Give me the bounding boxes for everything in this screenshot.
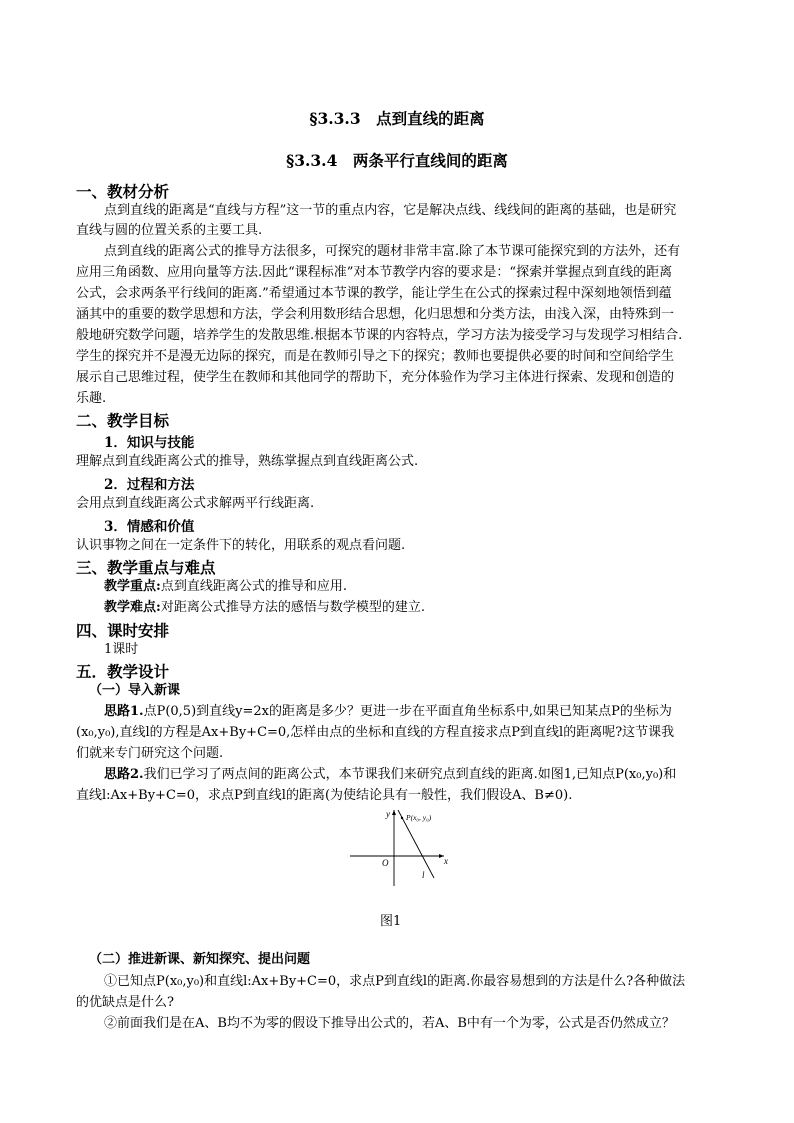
goal-title: 1．知识与技能 xyxy=(104,435,195,451)
point-p-label: P(x₀, y₀) xyxy=(406,813,432,822)
paragraph-line: 乐趣. xyxy=(76,391,107,406)
difficulty-label: 教学难点: xyxy=(104,600,161,615)
difficulty-line xyxy=(104,598,425,617)
goal-title: 3．情感和价值 xyxy=(104,519,195,535)
title-section-3-3-3: §3.3.3 点到直线的距离 xyxy=(309,109,485,128)
question-line: 的优缺点是什么? xyxy=(76,995,174,1010)
key-point-label: 教学重点: xyxy=(104,579,161,594)
paragraph-line: 般地研究数学问题，培养学生的发散思维.根据本节课的内容特点，学习方法为接受学习与发现学习相结合. xyxy=(76,328,683,343)
difficulty-text: 对距离公式推导方法的感悟与数学模型的建立. xyxy=(160,600,425,615)
paragraph-line: 应用三角函数、应用向量等方法.因此“课程标准”对本节教学内容的要求是：“探索并掌握点到直线的距离 xyxy=(76,265,673,280)
figure-coordinate-diagram xyxy=(346,806,450,890)
figure-caption: 图1 xyxy=(380,914,402,929)
schedule-text: 1课时 xyxy=(104,642,139,657)
goal-text: 会用点到直线距离公式求解两平行线距离. xyxy=(76,496,315,511)
key-point-line xyxy=(104,577,347,596)
paragraph-line: 涵其中的重要的数学思想和方法，学会利用数形结合思想，化归思想和分类方法，由浅入深，由特殊到一 xyxy=(76,307,675,322)
idea2-label: 思路2. xyxy=(104,767,144,782)
heading-textbook-analysis: 一、教材分析 xyxy=(76,182,170,201)
y-axis-arrow xyxy=(392,810,396,815)
paragraph-line: 学生的探究并不是漫无边际的探究，而是在教师引导之下的探究；教师也要提供必要的时间和空间给学生 xyxy=(76,349,675,364)
x-axis-label: x xyxy=(444,856,448,866)
paragraph-line: (x₀,y₀),直线l的方程是Ax+By+C=0,怎样由点的坐标和直线的方程直接求点P到直线l的距离呢?这节课我 xyxy=(76,725,675,740)
goal-title: 2．过程和方法 xyxy=(104,477,195,493)
paragraph-line: 点到直线的距离是“直线与方程”这一节的重点内容，它是解决点线、线线间的距离的基础，也是研究 xyxy=(104,203,677,218)
idea1-line xyxy=(104,702,672,721)
paragraph-line: 点到直线的距离公式的推导方法很多，可探究的题材非常丰富.除了本节课可能探究到的方法外，还有 xyxy=(104,244,681,259)
heading-schedule: 四、课时安排 xyxy=(76,621,170,640)
paragraph-line: 直线l:Ax+By+C=0，求点P到直线l的距离(为使结论具有一般性，我们假设A、B≠0). xyxy=(76,788,573,803)
goal-text: 认识事物之间在一定条件下的转化，用联系的观点看问题. xyxy=(76,538,406,553)
heading-key-points: 三、教学重点与难点 xyxy=(76,558,216,577)
origin-label: O xyxy=(382,858,389,868)
goal-text: 理解点到直线距离公式的推导，熟练掌握点到直线距离公式. xyxy=(76,454,419,469)
key-point-text: 点到直线距离公式的推导和应用. xyxy=(160,579,347,594)
heading-teaching-goals: 二、教学目标 xyxy=(76,411,170,430)
paragraph-line: 展示自己思维过程，使学生在教师和其他同学的帮助下，充分体验作为学习主体进行探索、发现和创造的 xyxy=(76,370,675,385)
heading-teaching-design: 五．教学设计 xyxy=(76,662,170,681)
idea2-line xyxy=(104,765,676,784)
paragraph-line: 们就来专门研究这个问题. xyxy=(76,746,224,761)
point-p xyxy=(401,817,403,819)
idea1-text: 点P(0,5)到直线y=2x的距离是多少？更进一步在平面直角坐标系中,如果已知某点P的坐标为 xyxy=(143,704,672,719)
line-l-label: l xyxy=(422,870,425,880)
question-line: ②前面我们是在A、B均不为零的假设下推导出公式的，若A、B中有一个为零，公式是否仍然成立？ xyxy=(104,1016,675,1031)
question-line: ①已知点P(x₀,y₀)和直线l:Ax+By+C=0，求点P到直线l的距离.你最容易想到的方法是什么?各种做法 xyxy=(104,974,686,989)
paragraph-line: 公式，会求两条平行线间的距离.”希望通过本节课的教学，能让学生在公式的探索过程中深刻地领悟到蕴 xyxy=(76,286,672,301)
subheading-new-lesson: （二）推进新课、新知探究、提出问题 xyxy=(89,952,311,967)
paragraph-line: 直线与圆的位置关系的主要工具. xyxy=(76,223,263,238)
idea2-text: 我们已学习了两点间的距离公式，本节课我们来研究点到直线的距离.如图1,已知点P(x₀,y₀)和 xyxy=(143,767,677,782)
title-section-3-3-4: §3.3.4 两条平行直线间的距离 xyxy=(286,151,508,170)
subheading-introduction: （一）导入新课 xyxy=(89,683,181,698)
y-axis-label: y xyxy=(386,809,390,819)
idea1-label: 思路1. xyxy=(104,704,144,719)
